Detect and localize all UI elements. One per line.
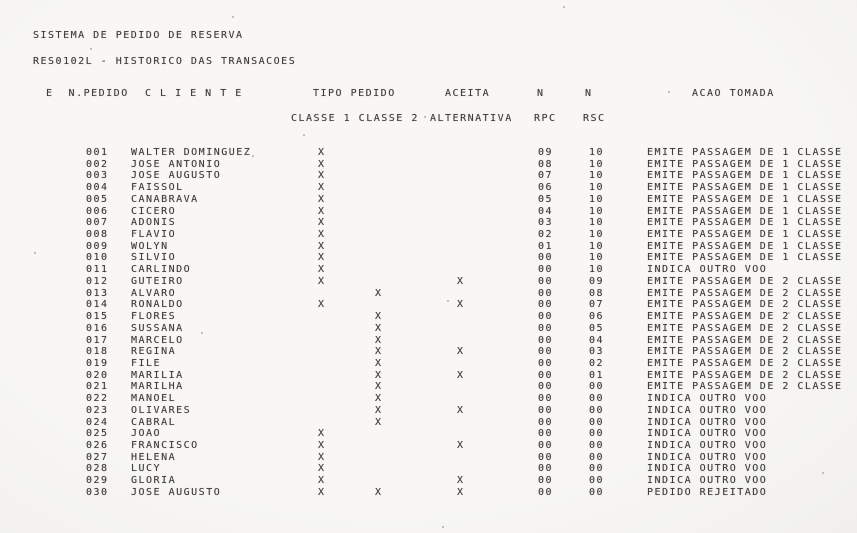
cell-c2: X bbox=[375, 393, 383, 405]
cell-rpc: 00 bbox=[538, 416, 554, 428]
cell-rsc: 00 bbox=[589, 451, 605, 463]
cell-rpc: 00 bbox=[538, 475, 554, 487]
paper-speck bbox=[563, 6, 565, 8]
cell-c1: X bbox=[318, 182, 326, 194]
cell-cliente: FLAVIO bbox=[131, 229, 177, 241]
cell-c1: X bbox=[318, 463, 326, 475]
cell-rpc: 00 bbox=[538, 381, 554, 393]
cell-acao: INDICA OUTRO VOO bbox=[647, 404, 768, 416]
paper-speck bbox=[668, 91, 670, 93]
table-row bbox=[0, 299, 857, 311]
cell-rsc: 04 bbox=[589, 334, 605, 346]
cell-pedido: 004 bbox=[86, 182, 109, 194]
cell-pedido: 018 bbox=[86, 346, 109, 358]
cell-rpc: 00 bbox=[538, 264, 554, 276]
cell-pedido: 013 bbox=[86, 287, 109, 299]
cell-c1: X bbox=[318, 451, 326, 463]
cell-rpc: 00 bbox=[538, 463, 554, 475]
table-row bbox=[0, 217, 857, 229]
header-n-rpc: N bbox=[537, 88, 545, 99]
cell-rsc: 10 bbox=[589, 252, 605, 264]
cell-pedido: 026 bbox=[86, 440, 109, 451]
paper-speck bbox=[442, 526, 444, 528]
table-row bbox=[0, 276, 857, 288]
cell-cliente: JOSE AUGUSTO bbox=[131, 170, 222, 182]
table-row bbox=[0, 229, 857, 241]
cell-cliente: FILE bbox=[131, 357, 162, 369]
cell-cliente: JOSE ANTONIO bbox=[131, 158, 222, 170]
cell-pedido: 030 bbox=[86, 486, 109, 498]
cell-rsc: 10 bbox=[589, 229, 605, 241]
cell-cliente: MANOEL bbox=[131, 393, 177, 405]
cell-c2: X bbox=[375, 334, 383, 346]
paper-speck bbox=[201, 332, 203, 334]
cell-alt: X bbox=[457, 404, 465, 416]
cell-c1: X bbox=[318, 193, 326, 205]
cell-rpc: 07 bbox=[538, 170, 554, 182]
cell-rpc: 00 bbox=[538, 334, 554, 346]
table-row bbox=[0, 463, 857, 475]
table-row bbox=[0, 311, 857, 323]
cell-c1: X bbox=[318, 440, 326, 451]
header-acao-tomada: ACAO TOMADA bbox=[692, 88, 775, 99]
cell-rsc: 01 bbox=[589, 369, 605, 381]
cell-c2: X bbox=[375, 346, 383, 358]
cell-acao: PEDIDO REJEITADO bbox=[647, 486, 768, 498]
cell-acao: INDICA OUTRO VOO bbox=[647, 451, 768, 463]
table-row bbox=[0, 147, 857, 159]
cell-rpc: 00 bbox=[538, 451, 554, 463]
cell-cliente: CARLINDO bbox=[131, 264, 192, 276]
cell-rpc: 00 bbox=[538, 311, 554, 323]
cell-acao: INDICA OUTRO VOO bbox=[647, 264, 768, 276]
table-row bbox=[0, 475, 857, 487]
cell-rsc: 10 bbox=[589, 147, 605, 158]
cell-c2: X bbox=[375, 486, 383, 498]
cell-cliente: MARILIA bbox=[131, 369, 184, 381]
paper-speck bbox=[34, 252, 36, 254]
cell-cliente: JOSE AUGUSTO bbox=[131, 486, 222, 498]
cell-pedido: 016 bbox=[86, 322, 109, 334]
paper-speck bbox=[447, 300, 449, 302]
cell-alt: X bbox=[457, 369, 465, 381]
cell-acao: INDICA OUTRO VOO bbox=[647, 416, 768, 428]
cell-c2: X bbox=[375, 416, 383, 428]
cell-rpc: 00 bbox=[538, 252, 554, 264]
cell-c2: X bbox=[375, 369, 383, 381]
cell-pedido: 020 bbox=[86, 369, 109, 381]
cell-acao: EMITE PASSAGEM DE 1 CLASSE bbox=[647, 147, 843, 158]
table-row bbox=[0, 370, 857, 382]
cell-c2: X bbox=[375, 381, 383, 393]
cell-acao: INDICA OUTRO VOO bbox=[647, 475, 768, 487]
cell-c1: X bbox=[318, 217, 326, 229]
cell-alt: X bbox=[457, 440, 465, 451]
cell-c2: X bbox=[375, 287, 383, 299]
cell-rpc: 00 bbox=[538, 440, 554, 451]
cell-rsc: 05 bbox=[589, 322, 605, 334]
cell-pedido: 009 bbox=[86, 240, 109, 252]
cell-c1: X bbox=[318, 275, 326, 287]
cell-rsc: 08 bbox=[589, 287, 605, 299]
table-row bbox=[0, 381, 857, 393]
cell-cliente: CABRAL bbox=[131, 416, 177, 428]
cell-acao: EMITE PASSAGEM DE 2 CLASSE bbox=[647, 287, 843, 299]
cell-pedido: 023 bbox=[86, 404, 109, 416]
cell-rpc: 09 bbox=[538, 147, 554, 158]
cell-c1: X bbox=[318, 428, 326, 440]
cell-cliente: SUSSANA bbox=[131, 322, 184, 334]
table-row bbox=[0, 487, 857, 499]
cell-acao: EMITE PASSAGEM DE 2 CLASSE bbox=[647, 369, 843, 381]
cell-cliente: ADONIS bbox=[131, 217, 177, 229]
header-classe-1-2: CLASSE 1 CLASSE 2 bbox=[291, 113, 419, 124]
cell-rsc: 10 bbox=[589, 193, 605, 205]
cell-rpc: 00 bbox=[538, 299, 554, 311]
table-row bbox=[0, 206, 857, 218]
cell-rsc: 10 bbox=[589, 205, 605, 217]
cell-rsc: 00 bbox=[589, 475, 605, 487]
cell-cliente: MARILHA bbox=[131, 381, 184, 393]
table-row bbox=[0, 405, 857, 417]
cell-c1: X bbox=[318, 205, 326, 217]
table-row bbox=[0, 264, 857, 276]
cell-rpc: 00 bbox=[538, 486, 554, 498]
paper-speck bbox=[788, 312, 790, 314]
cell-pedido: 001 bbox=[86, 147, 109, 158]
cell-rsc: 00 bbox=[589, 463, 605, 475]
cell-acao: INDICA OUTRO VOO bbox=[647, 463, 768, 475]
cell-c1: X bbox=[318, 252, 326, 264]
cell-c1: X bbox=[318, 229, 326, 241]
cell-rsc: 10 bbox=[589, 170, 605, 182]
cell-cliente: WOLYN bbox=[131, 240, 169, 252]
cell-cliente: GUTEIRO bbox=[131, 275, 184, 287]
cell-rsc: 10 bbox=[589, 182, 605, 194]
cell-rsc: 00 bbox=[589, 428, 605, 440]
table-row bbox=[0, 182, 857, 194]
cell-pedido: 025 bbox=[86, 428, 109, 440]
cell-rpc: 00 bbox=[538, 346, 554, 358]
cell-acao: EMITE PASSAGEM DE 2 CLASSE bbox=[647, 275, 843, 287]
header-aceita: ACEITA bbox=[445, 88, 491, 99]
cell-cliente: RONALDO bbox=[131, 299, 184, 311]
table-row bbox=[0, 452, 857, 464]
cell-rpc: 00 bbox=[538, 357, 554, 369]
cell-rsc: 00 bbox=[589, 440, 605, 451]
cell-pedido: 022 bbox=[86, 393, 109, 405]
cell-rpc: 00 bbox=[538, 322, 554, 334]
cell-cliente: HELENA bbox=[131, 451, 177, 463]
cell-pedido: 027 bbox=[86, 451, 109, 463]
cell-acao: EMITE PASSAGEM DE 1 CLASSE bbox=[647, 170, 843, 182]
cell-rsc: 00 bbox=[589, 404, 605, 416]
header-cliente: C L I E N T E bbox=[145, 88, 243, 99]
table-row bbox=[0, 428, 857, 440]
cell-rsc: 00 bbox=[589, 486, 605, 498]
cell-rsc: 03 bbox=[589, 346, 605, 358]
system-title: SISTEMA DE PEDIDO DE RESERVA bbox=[33, 30, 244, 41]
cell-rsc: 10 bbox=[589, 240, 605, 252]
cell-acao: INDICA OUTRO VOO bbox=[647, 428, 768, 440]
cell-rpc: 03 bbox=[538, 217, 554, 229]
cell-c1: X bbox=[318, 158, 326, 170]
table-row bbox=[0, 346, 857, 358]
cell-pedido: 003 bbox=[86, 170, 109, 182]
paper-speck bbox=[96, 432, 98, 434]
cell-alt: X bbox=[457, 275, 465, 287]
table-row bbox=[0, 358, 857, 370]
cell-rsc: 10 bbox=[589, 158, 605, 170]
header-rsc: RSC bbox=[583, 113, 606, 124]
table-row bbox=[0, 170, 857, 182]
cell-alt: X bbox=[457, 486, 465, 498]
cell-rsc: 07 bbox=[589, 299, 605, 311]
cell-acao: EMITE PASSAGEM DE 2 CLASSE bbox=[647, 299, 843, 311]
cell-pedido: 002 bbox=[86, 158, 109, 170]
cell-cliente: FRANCISCO bbox=[131, 440, 199, 451]
cell-acao: EMITE PASSAGEM DE 2 CLASSE bbox=[647, 322, 843, 334]
cell-pedido: 007 bbox=[86, 217, 109, 229]
header-alternativa: ALTERNATIVA bbox=[430, 113, 513, 124]
cell-acao: INDICA OUTRO VOO bbox=[647, 393, 768, 405]
cell-c1: X bbox=[318, 147, 326, 158]
cell-acao: EMITE PASSAGEM DE 2 CLASSE bbox=[647, 311, 843, 323]
table-row bbox=[0, 288, 857, 300]
cell-acao: EMITE PASSAGEM DE 1 CLASSE bbox=[647, 182, 843, 194]
cell-acao: EMITE PASSAGEM DE 2 CLASSE bbox=[647, 334, 843, 346]
cell-rpc: 06 bbox=[538, 182, 554, 194]
cell-c2: X bbox=[375, 357, 383, 369]
cell-alt: X bbox=[457, 346, 465, 358]
cell-c1: X bbox=[318, 486, 326, 498]
table-row bbox=[0, 393, 857, 405]
paper-speck bbox=[822, 472, 824, 474]
table-row bbox=[0, 417, 857, 429]
cell-acao: EMITE PASSAGEM DE 1 CLASSE bbox=[647, 252, 843, 264]
cell-rpc: 02 bbox=[538, 229, 554, 241]
cell-c2: X bbox=[375, 311, 383, 323]
cell-c1: X bbox=[318, 264, 326, 276]
paper-speck bbox=[90, 48, 92, 50]
cell-cliente: FAISSOL bbox=[131, 182, 184, 194]
cell-cliente: FLORES bbox=[131, 311, 177, 323]
cell-rsc: 02 bbox=[589, 357, 605, 369]
cell-cliente: ALVARO bbox=[131, 287, 177, 299]
table-row bbox=[0, 323, 857, 335]
cell-alt: X bbox=[457, 299, 465, 311]
paper-speck bbox=[232, 16, 234, 18]
table-row bbox=[0, 194, 857, 206]
paper-speck bbox=[424, 116, 426, 118]
cell-acao: INDICA OUTRO VOO bbox=[647, 440, 768, 451]
paper-speck bbox=[303, 134, 305, 136]
cell-rpc: 00 bbox=[538, 393, 554, 405]
cell-c2: X bbox=[375, 404, 383, 416]
cell-rpc: 00 bbox=[538, 404, 554, 416]
cell-c2: X bbox=[375, 322, 383, 334]
cell-acao: EMITE PASSAGEM DE 1 CLASSE bbox=[647, 229, 843, 241]
cell-alt: X bbox=[457, 475, 465, 487]
paper-speck bbox=[252, 155, 254, 157]
cell-rpc: 04 bbox=[538, 205, 554, 217]
header-pedido: E N.PEDIDO bbox=[46, 88, 129, 99]
cell-rsc: 10 bbox=[589, 264, 605, 276]
cell-acao: EMITE PASSAGEM DE 2 CLASSE bbox=[647, 381, 843, 393]
cell-rpc: 00 bbox=[538, 369, 554, 381]
table-row bbox=[0, 252, 857, 264]
cell-pedido: 024 bbox=[86, 416, 109, 428]
cell-rsc: 10 bbox=[589, 217, 605, 229]
cell-pedido: 010 bbox=[86, 252, 109, 264]
cell-c1: X bbox=[318, 475, 326, 487]
table-row bbox=[0, 335, 857, 347]
cell-pedido: 019 bbox=[86, 357, 109, 369]
cell-pedido: 012 bbox=[86, 275, 109, 287]
cell-rsc: 06 bbox=[589, 311, 605, 323]
cell-rpc: 08 bbox=[538, 158, 554, 170]
cell-pedido: 021 bbox=[86, 381, 109, 393]
cell-pedido: 015 bbox=[86, 311, 109, 323]
table-row bbox=[0, 159, 857, 171]
table-row bbox=[0, 440, 857, 452]
cell-acao: EMITE PASSAGEM DE 1 CLASSE bbox=[647, 158, 843, 170]
cell-pedido: 014 bbox=[86, 299, 109, 311]
cell-acao: EMITE PASSAGEM DE 1 CLASSE bbox=[647, 217, 843, 229]
cell-cliente: OLIVARES bbox=[131, 404, 192, 416]
cell-rpc: 00 bbox=[538, 287, 554, 299]
cell-cliente: REGINA bbox=[131, 346, 177, 358]
cell-acao: EMITE PASSAGEM DE 1 CLASSE bbox=[647, 240, 843, 252]
cell-c1: X bbox=[318, 299, 326, 311]
cell-acao: EMITE PASSAGEM DE 1 CLASSE bbox=[647, 193, 843, 205]
cell-pedido: 017 bbox=[86, 334, 109, 346]
cell-cliente: GLORIA bbox=[131, 475, 177, 487]
cell-c1: X bbox=[318, 170, 326, 182]
cell-acao: EMITE PASSAGEM DE 1 CLASSE bbox=[647, 205, 843, 217]
cell-rpc: 00 bbox=[538, 275, 554, 287]
cell-rpc: 01 bbox=[538, 240, 554, 252]
cell-rpc: 00 bbox=[538, 428, 554, 440]
cell-cliente: CANABRAVA bbox=[131, 193, 199, 205]
report-title: RES0102L - HISTORICO DAS TRANSACOES bbox=[33, 56, 297, 67]
cell-cliente: SILVIO bbox=[131, 252, 177, 264]
cell-cliente: JOAO bbox=[131, 428, 162, 440]
cell-pedido: 006 bbox=[86, 205, 109, 217]
cell-acao: EMITE PASSAGEM DE 2 CLASSE bbox=[647, 346, 843, 358]
header-rpc: RPC bbox=[534, 113, 557, 124]
cell-cliente: MARCELO bbox=[131, 334, 184, 346]
cell-pedido: 005 bbox=[86, 193, 109, 205]
header-n-rsc: N bbox=[585, 88, 593, 99]
cell-pedido: 029 bbox=[86, 475, 109, 487]
cell-c1: X bbox=[318, 240, 326, 252]
cell-pedido: 008 bbox=[86, 229, 109, 241]
cell-rsc: 00 bbox=[589, 416, 605, 428]
cell-cliente: WALTER DOMINGUEZ bbox=[131, 147, 252, 158]
cell-cliente: CICERO bbox=[131, 205, 177, 217]
cell-rsc: 09 bbox=[589, 275, 605, 287]
cell-pedido: 011 bbox=[86, 264, 109, 276]
cell-rpc: 05 bbox=[538, 193, 554, 205]
header-tipo-pedido: TIPO PEDIDO bbox=[313, 88, 396, 99]
cell-acao: EMITE PASSAGEM DE 2 CLASSE bbox=[647, 357, 843, 369]
cell-cliente: LUCY bbox=[131, 463, 162, 475]
cell-rsc: 00 bbox=[589, 381, 605, 393]
table-row bbox=[0, 241, 857, 253]
cell-pedido: 028 bbox=[86, 463, 109, 475]
cell-rsc: 00 bbox=[589, 393, 605, 405]
